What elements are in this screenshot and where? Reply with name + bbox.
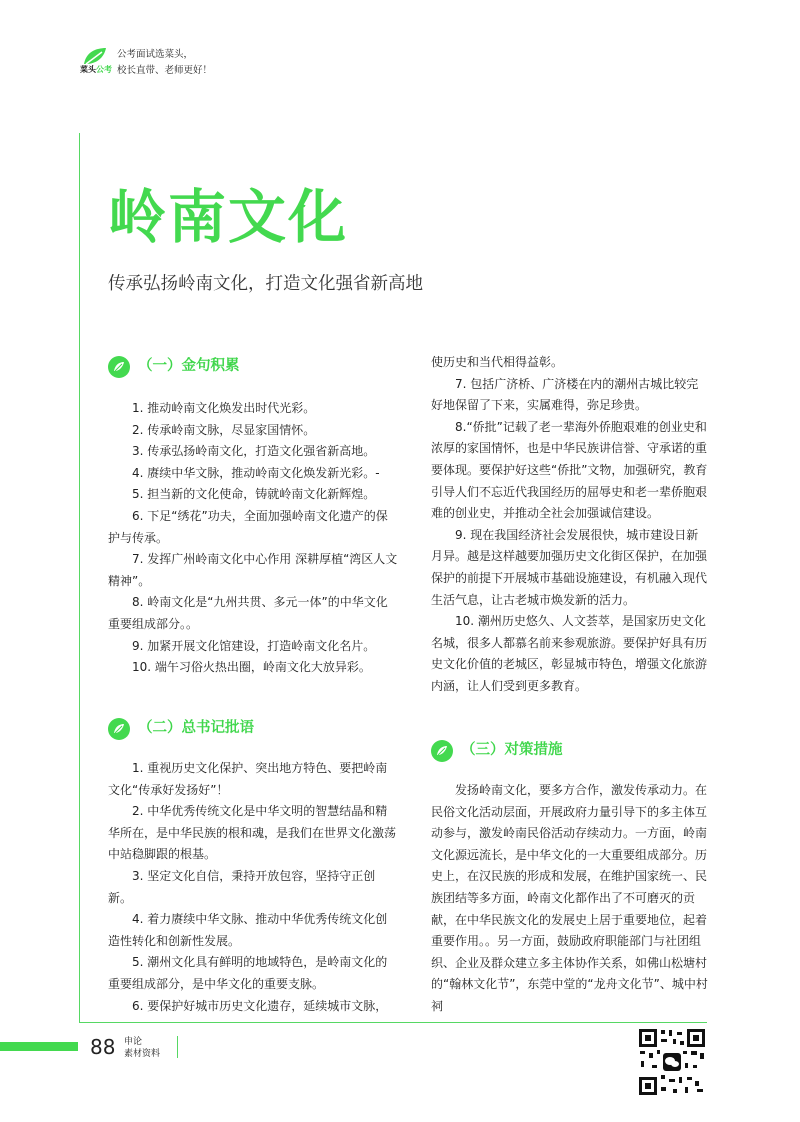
- list-item: 5. 担当新的文化使命，铸就岭南文化新辉煌。: [132, 487, 376, 502]
- header-tagline: [117, 47, 212, 79]
- section-title: （三）对策措施: [461, 742, 563, 759]
- page-subtitle: 传承弘扬岭南文化，打造文化强省新高地: [108, 274, 423, 294]
- logo-text-accent: 公考: [96, 65, 112, 74]
- logo-text-main: 菜头: [80, 65, 96, 74]
- list-item: 4. 着力赓续中华文脉、推动中华优秀传统文化创造性转化和创新性发展。: [108, 912, 388, 948]
- page-number: 88: [90, 1035, 116, 1059]
- body-paragraph: 发扬岭南文化，要多方合作，激发传承动力。在民俗文化活动层面，开展政府力量引导下的多主体互动参与，激发岭南民俗活动存续动力。一方面，岭南文化源远流长，是中华文化的一大重要组成部分。历史上，在汉民族的形成和发展，在维护国家统一、民族团结等多方面，岭南文化都作出了不可磨灭的贡献，在中华民族文化的发展史上居于重要地位，起着重要作用。。另一方面，鼓励政府职能部门与社团组织、企业及群众建立多主体协作关系，如佛山松塘村的“翰林文化节”，东莞中堂的“龙舟文化节”、城中村祠: [431, 783, 708, 1013]
- list-item: 7. 包括广济桥、广济楼在内的潮州古城比较完好地保留了下来，实属难得，弥足珍贵。: [431, 376, 699, 413]
- section-title: （二）总书记批语: [138, 720, 254, 737]
- magazine-label-line-1: 申论: [124, 1037, 143, 1047]
- list-item: 10. 端午习俗火热出圈，岭南文化大放异彩。: [132, 660, 371, 675]
- list-item: 10. 潮州历史悠久、人文荟萃，是国家历史文化名城，很多人都慕名前来参观旅游。要保护好具有历史文化价值的老城区，彰显城市特色，增强文化旅游内涵，让人们受到更多教育。: [431, 614, 708, 693]
- list-item: 1. 推动岭南文化焕发出时代光彩。: [132, 401, 316, 415]
- section-pishi: [108, 718, 398, 1017]
- frame-vertical-line: [79, 133, 80, 1023]
- tagline-line-1: 公考面试选菜头，: [117, 49, 194, 60]
- list-item: 5. 潮州文化具有鲜明的地域特色，是岭南文化的重要组成部分，是中华文化的重要支脉。: [108, 955, 388, 991]
- footer-accent-bar: [0, 1042, 78, 1051]
- footer-divider: [177, 1036, 178, 1058]
- list-item: 4. 赓续中华文脉，推动岭南文化焕发新光彩。-: [132, 465, 380, 480]
- list-item: 2. 中华优秀传统文化是中华文明的智慧结晶和精华所在，是中华民族的根和魂，是我们在世界文化激荡中站稳脚跟的根基。: [108, 804, 397, 862]
- magazine-label-line-2: 素材资料: [124, 1049, 161, 1059]
- list-item: 6. 下足“绣花”功夫，全面加强岭南文化遗产的保护与传承。: [108, 508, 388, 545]
- list-item: 1. 重视历史文化保护、突出地方特色、要把岭南文化“传承好发扬好”！: [108, 761, 388, 797]
- list-item: 8.“侨批”记载了老一辈海外侨胞艰难的创业史和浓厚的家国情怀，也是中华民族讲信誉、守承诺的重要体现。要保护好这些“侨批”文物，加强研究，教育引导人们不忘近代我国经历的屈辱史和老一辈侨胞艰难的创业史，并推动全社会加强诚信建设。: [431, 419, 708, 521]
- list-item: 9. 现在我国经济社会发展很快，城市建设日新月异。越是这样越要加强历史文化街区保护，在加强保护的前提下开展城市基础设施建设，有机融入现代生活气息，让古老城市焕发新的活力。: [431, 527, 708, 607]
- leaf-circle-icon: [108, 356, 130, 378]
- page-title: 岭南文化: [108, 183, 349, 251]
- leaf-circle-icon: [431, 740, 453, 762]
- list-item: 8. 岭南文化是“九州共贯、多元一体”的中华文化重要组成部分。。: [108, 595, 388, 631]
- list-item: 9. 加紧开展文化馆建设，打造岭南文化名片。: [132, 638, 376, 653]
- section-header: [108, 356, 398, 378]
- section-pishi-continued: [431, 352, 709, 698]
- list-item-continued: 使历史和当代相得益彰。: [431, 355, 564, 369]
- qr-code-icon[interactable]: [637, 1027, 707, 1097]
- section-title: （一）金句积累: [138, 358, 240, 375]
- section-header: [431, 740, 709, 762]
- section-jinju: [108, 356, 398, 679]
- tagline-line-2: 校长直带、老师更好！: [117, 65, 213, 76]
- list-item: 6. 要保护好城市历史文化遗存，延续城市文脉，: [132, 998, 388, 1013]
- frame-horizontal-line: [79, 1022, 707, 1023]
- list-item: 3. 传承弘扬岭南文化，打造文化强省新高地。: [132, 444, 376, 459]
- list-item: 3. 坚定文化自信，秉持开放包容，坚持守正创新。: [108, 868, 376, 905]
- list-item: 2. 传承岭南文脉，尽显家国情怀。: [132, 422, 316, 437]
- logo-text: [80, 64, 112, 75]
- magazine-label: [124, 1036, 160, 1060]
- list-item: 7. 发挥广州岭南文化中心作用 深耕厚植“湾区人文精神”。: [108, 552, 398, 588]
- section-header: [108, 718, 398, 740]
- leaf-circle-icon: [108, 718, 130, 740]
- section-duice: [431, 740, 709, 1018]
